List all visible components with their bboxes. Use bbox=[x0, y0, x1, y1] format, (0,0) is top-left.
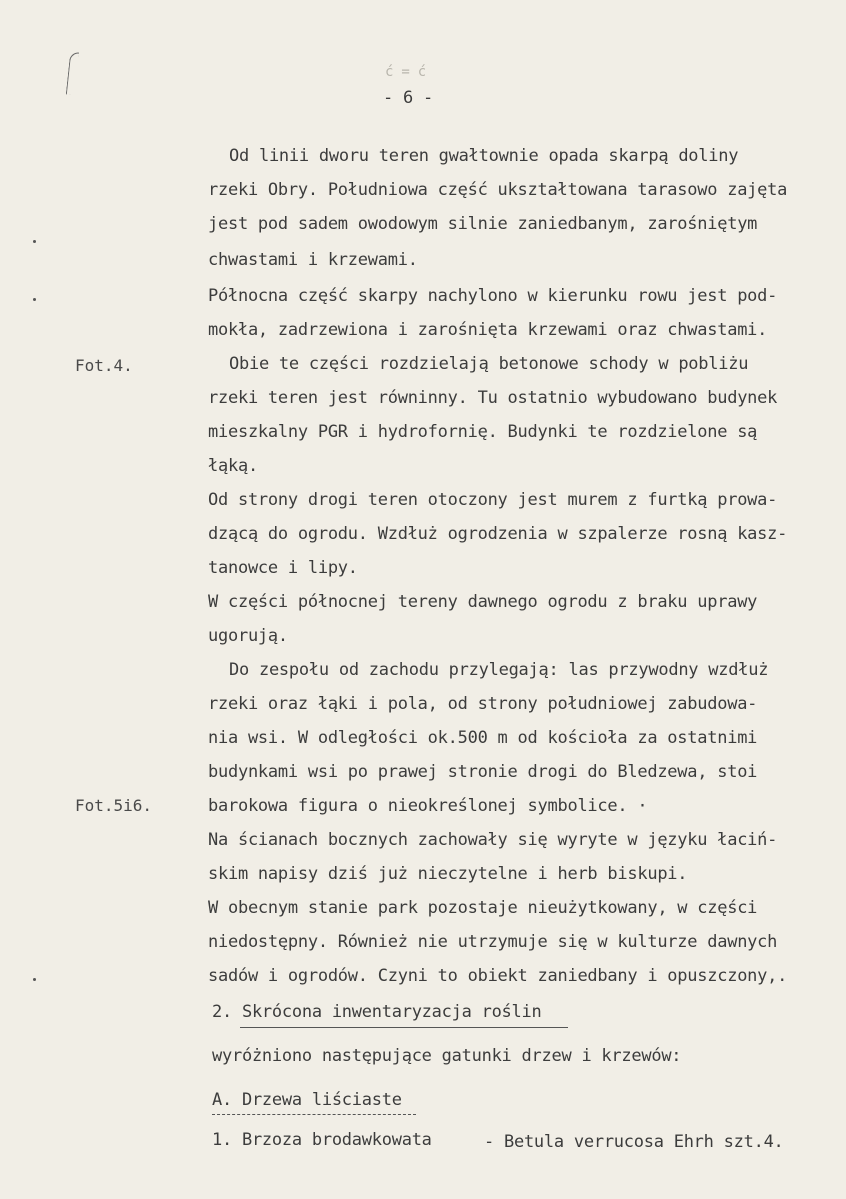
text-line: rzeki Obry. Południowa część ukształtowana tarasowo zajęta bbox=[208, 180, 788, 200]
text-line: rzeki oraz łąki i pola, od strony południowej zabudowa- bbox=[208, 694, 758, 714]
margin-note-fot4: Fot.4. bbox=[75, 356, 133, 375]
margin-note-fot5i6: Fot.5i6. bbox=[75, 796, 153, 815]
text-line: ugorują. bbox=[208, 626, 288, 646]
hole-punch-mark bbox=[33, 298, 36, 301]
text-line: niedostępny. Również nie utrzymuje się w kulturze dawnych bbox=[208, 932, 778, 952]
hole-punch-mark bbox=[33, 978, 36, 981]
section-heading-underline bbox=[240, 1027, 568, 1028]
text-line: barokowa figura o nieokreślonej symbolice. · bbox=[208, 796, 648, 816]
text-line: skim napisy dziś już nieczytelne i herb biskupi. bbox=[208, 864, 688, 884]
text-line: łąką. bbox=[208, 456, 258, 476]
section-heading: 2. Skrócona inwentaryzacja roślin bbox=[212, 1002, 542, 1022]
text-line: Obie te części rozdzielają betonowe schody w pobliżu bbox=[229, 354, 749, 374]
pencil-bracket-mark bbox=[66, 52, 79, 96]
text-line: wyróżniono następujące gatunki drzew i krzewów: bbox=[212, 1046, 682, 1066]
text-line: nia wsi. W odległości ok.500 m od kościoła za ostatnimi bbox=[208, 728, 758, 748]
subsection-heading: A. Drzewa liściaste bbox=[212, 1090, 402, 1110]
species-latin-name: - Betula verrucosa Ehrh szt.4. bbox=[484, 1132, 784, 1152]
text-line: W obecnym stanie park pozostaje nieużytkowany, w części bbox=[208, 898, 758, 918]
text-line: budynkami wsi po prawej stronie drogi do Bledzewa, stoi bbox=[208, 762, 758, 782]
page-number: - 6 - bbox=[383, 88, 433, 108]
text-line: sadów i ogrodów. Czyni to obiekt zaniedbany i opuszczony,. bbox=[208, 966, 788, 986]
text-line: mokła, zadrzewiona i zarośnięta krzewami oraz chwastami. bbox=[208, 320, 768, 340]
text-line: mieszkalny PGR i hydrofornię. Budynki te rozdzielone są bbox=[208, 422, 758, 442]
text-line: Od linii dworu teren gwałtownie opada skarpą doliny bbox=[229, 146, 739, 166]
text-line: rzeki teren jest równinny. Tu ostatnio wybudowano budynek bbox=[208, 388, 778, 408]
text-line: dzącą do ogrodu. Wzdłuż ogrodzenia w szpalerze rosną kasz- bbox=[208, 524, 788, 544]
hole-punch-mark bbox=[33, 240, 36, 243]
text-line: tanowce i lipy. bbox=[208, 558, 358, 578]
text-line: chwastami i krzewami. bbox=[208, 250, 418, 270]
subsection-heading-underline bbox=[212, 1114, 416, 1115]
text-line: Od strony drogi teren otoczony jest murem z furtką prowa- bbox=[208, 490, 778, 510]
faint-header-mark: ć = ć bbox=[385, 64, 426, 80]
text-line: Na ścianach bocznych zachowały się wyryte w języku łaciń- bbox=[208, 830, 778, 850]
species-common-name: 1. Brzoza brodawkowata bbox=[212, 1130, 432, 1150]
text-line: Do zespołu od zachodu przylegają: las przywodny wzdłuż bbox=[229, 660, 769, 680]
text-line: Północna część skarpy nachylono w kierunku rowu jest pod- bbox=[208, 286, 778, 306]
text-line: jest pod sadem owodowym silnie zaniedbanym, zarośniętym bbox=[208, 214, 758, 234]
text-line: W części północnej tereny dawnego ogrodu z braku uprawy bbox=[208, 592, 758, 612]
